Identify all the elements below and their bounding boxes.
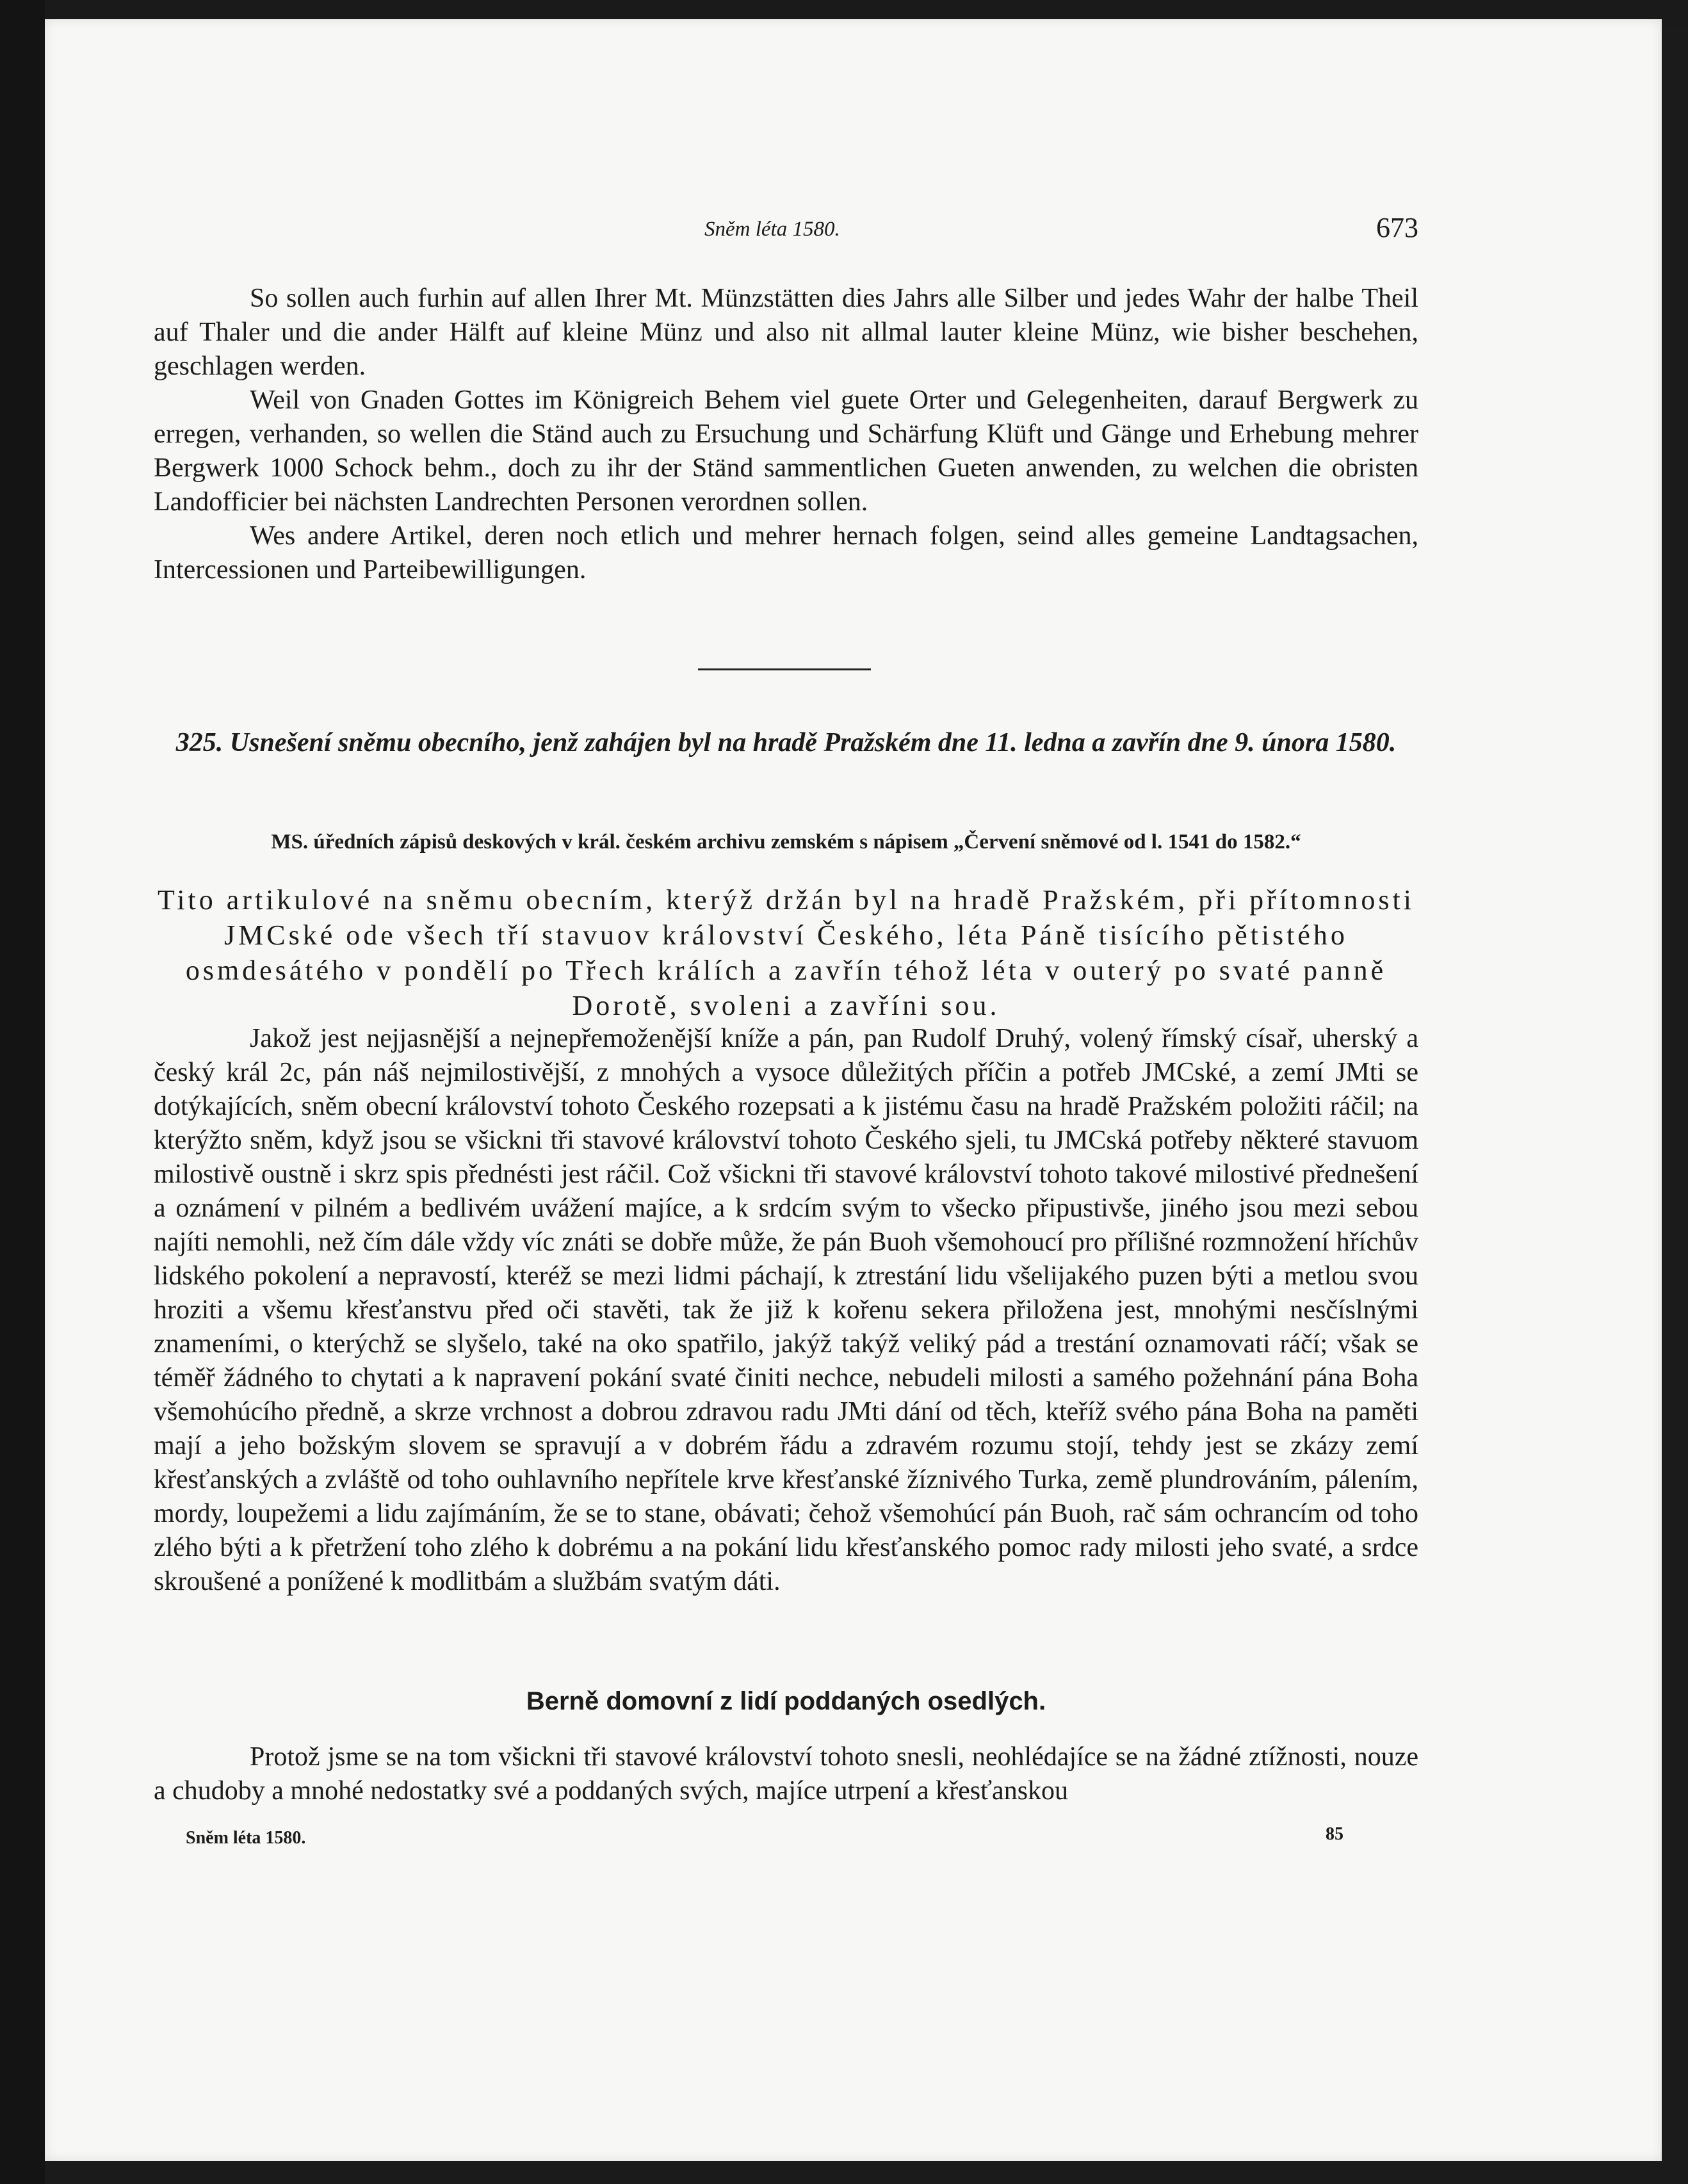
- german-paragraph: So sollen auch furhin auf allen Ihrer Mt. Münzstätten dies Jahrs alle Silber und jedes Wahr der halbe Theil auf Thaler und die ander Hälft auf kleine Münz und also nit allmal lauter kleine Münz, wie bisher beschehen, geschlagen werden.: [154, 284, 1418, 381]
- running-head: Sněm léta 1580.: [704, 218, 840, 241]
- section-divider-rule: [698, 668, 871, 670]
- preamble: Tito artikulové na sněmu obecním, kterýž držán byl na hradě Pražském, při přítomnosti JMCské ode všech tří stavuov království Českého, léta Páně tisícího pětistého osmdesátého v pondělí po Třech králích a zavřín téhož léta v outerý po svaté panně Dorotě, svoleni a zavříni sou.: [157, 884, 1415, 1021]
- czech-text-block: [154, 1022, 1418, 1599]
- czech-paragraph: Jakož jest nejjasnější a nejnepřemoženější kníže a pán, pan Rudolf Druhý, volený římský císař, uherský a český král 2c, pán náš nejmilostivější, z mnohých a vysoce důležitých příčin a potřeb JMCské, a zemí JMti se dotýkajících, sněm obecní království tohoto Českého rozepsati a k jistému času na hradě Pražském položiti ráčil; na kterýžto sněm, když jsou se všickni tři stavové království tohoto Českého sjeli, tu JMCská potřeby některé stavuom milostivě oustně i skrz spis přednésti jest ráčil. Což všickni tři stavové království tohoto takové milostivé přednešení a oznámení v pilném a bedlivém uvážení majíce, a k srdcím svým to všecko připustivše, jiného jsou mezi sebou najíti nemohli, než čím dále vždy víc znáti se dobře může, že pán Buoh všemohoucí pro přílišné rozmnožení hříchův lidského pokolení a nepravostí, kteréž se mezi lidmi páchají, k ztrestání lidu všelijakého puzen býti a metlou svou hroziti a všemu křesťanstvu před oči stavěti, tak že již k kořenu sekera přiložena jest, mnohými nesčíslnými znameními, o kterýchž se slyšelo, také na oko spatřilo, jakýž takýž veliký pád a trestání oznamovati ráčí; však se téměř žádného to chytati a k napravení pokání svaté činiti nechce, nebudeli milosti a samého požehnání pána Boha všemohúcího předně, a skrze vrchnost a dobrou zdravou radu JMti dání od těch, kteříž svého pána Boha na paměti mají a jeho božským slovem se spravují a v dobrém řádu a zdravém rozumu stojí, tehdy jest se zkázy zemí křesťanských a zvláště od toho ouhlavního nepřítele krve křesťanské žíznivého Turka, země plundrováním, pálením, mordy, loupežemi a lidu zajímáním, že se to stane, obávati; čehož všemohúcí pán Buoh, rač sám ochrancím od toho zlého býti a k přetržení toho zlého k dobrému a na pokání lidu křesťanského pomoc rady milosti jeho svaté, a srdce skroušené a ponížené k modlitbám a službám svatým dáti.: [154, 1024, 1418, 1596]
- final-text-block: [154, 1740, 1418, 1808]
- scan-left-edge: [0, 0, 45, 2184]
- source-note: MS. úředních zápisů deskových v král. českém archivu zemském s nápisem „Červení sněmové od l. 1541 do 1582.“: [271, 830, 1301, 853]
- footer-signature-right: 85: [1326, 1824, 1343, 1844]
- page-footer: [154, 1824, 1418, 1854]
- footer-signature-left: Sněm léta 1580.: [186, 1828, 306, 1848]
- german-text-block: [154, 282, 1418, 587]
- german-paragraph: Wes andere Artikel, deren noch etlich und mehrer hernach folgen, seind alles gemeine Landtagsachen, Intercessionen und Parteibewilligungen.: [154, 521, 1418, 585]
- document-title: 325. Usnešení sněmu obecního, jenž zahájen byl na hradě Pražském dne 11. ledna a zavřín dne 9. února 1580.: [175, 728, 1397, 757]
- book-page: [45, 19, 1662, 2161]
- page-header: [154, 211, 1418, 250]
- german-paragraph: Weil von Gnaden Gottes im Königreich Behem viel guete Orter und Gelegenheiten, darauf Bergwerk zu erregen, verhanden, so wellen die Ständ auch zu Ersuchung und Schärfung Klüft und Gänge und Erhebung mehrer Bergwerk 1000 Schock behm., doch zu ihr der Ständ sammentlichen Gueten anwenden, zu welchen die obristen Landofficier bei nächsten Landrechten Personen verordnen sollen.: [154, 385, 1418, 517]
- page-number: 673: [1376, 212, 1418, 243]
- final-paragraph: Protož jsme se na tom všickni tři stavové království tohoto snesli, neohlédajíce se na žádné ztížnosti, nouze a chudoby a mnohé nedostatky své a poddaných svých, majíce utrpení a křesťanskou: [154, 1742, 1418, 1806]
- section-heading: Berně domovní z lidí poddaných osedlých.: [526, 1687, 1046, 1715]
